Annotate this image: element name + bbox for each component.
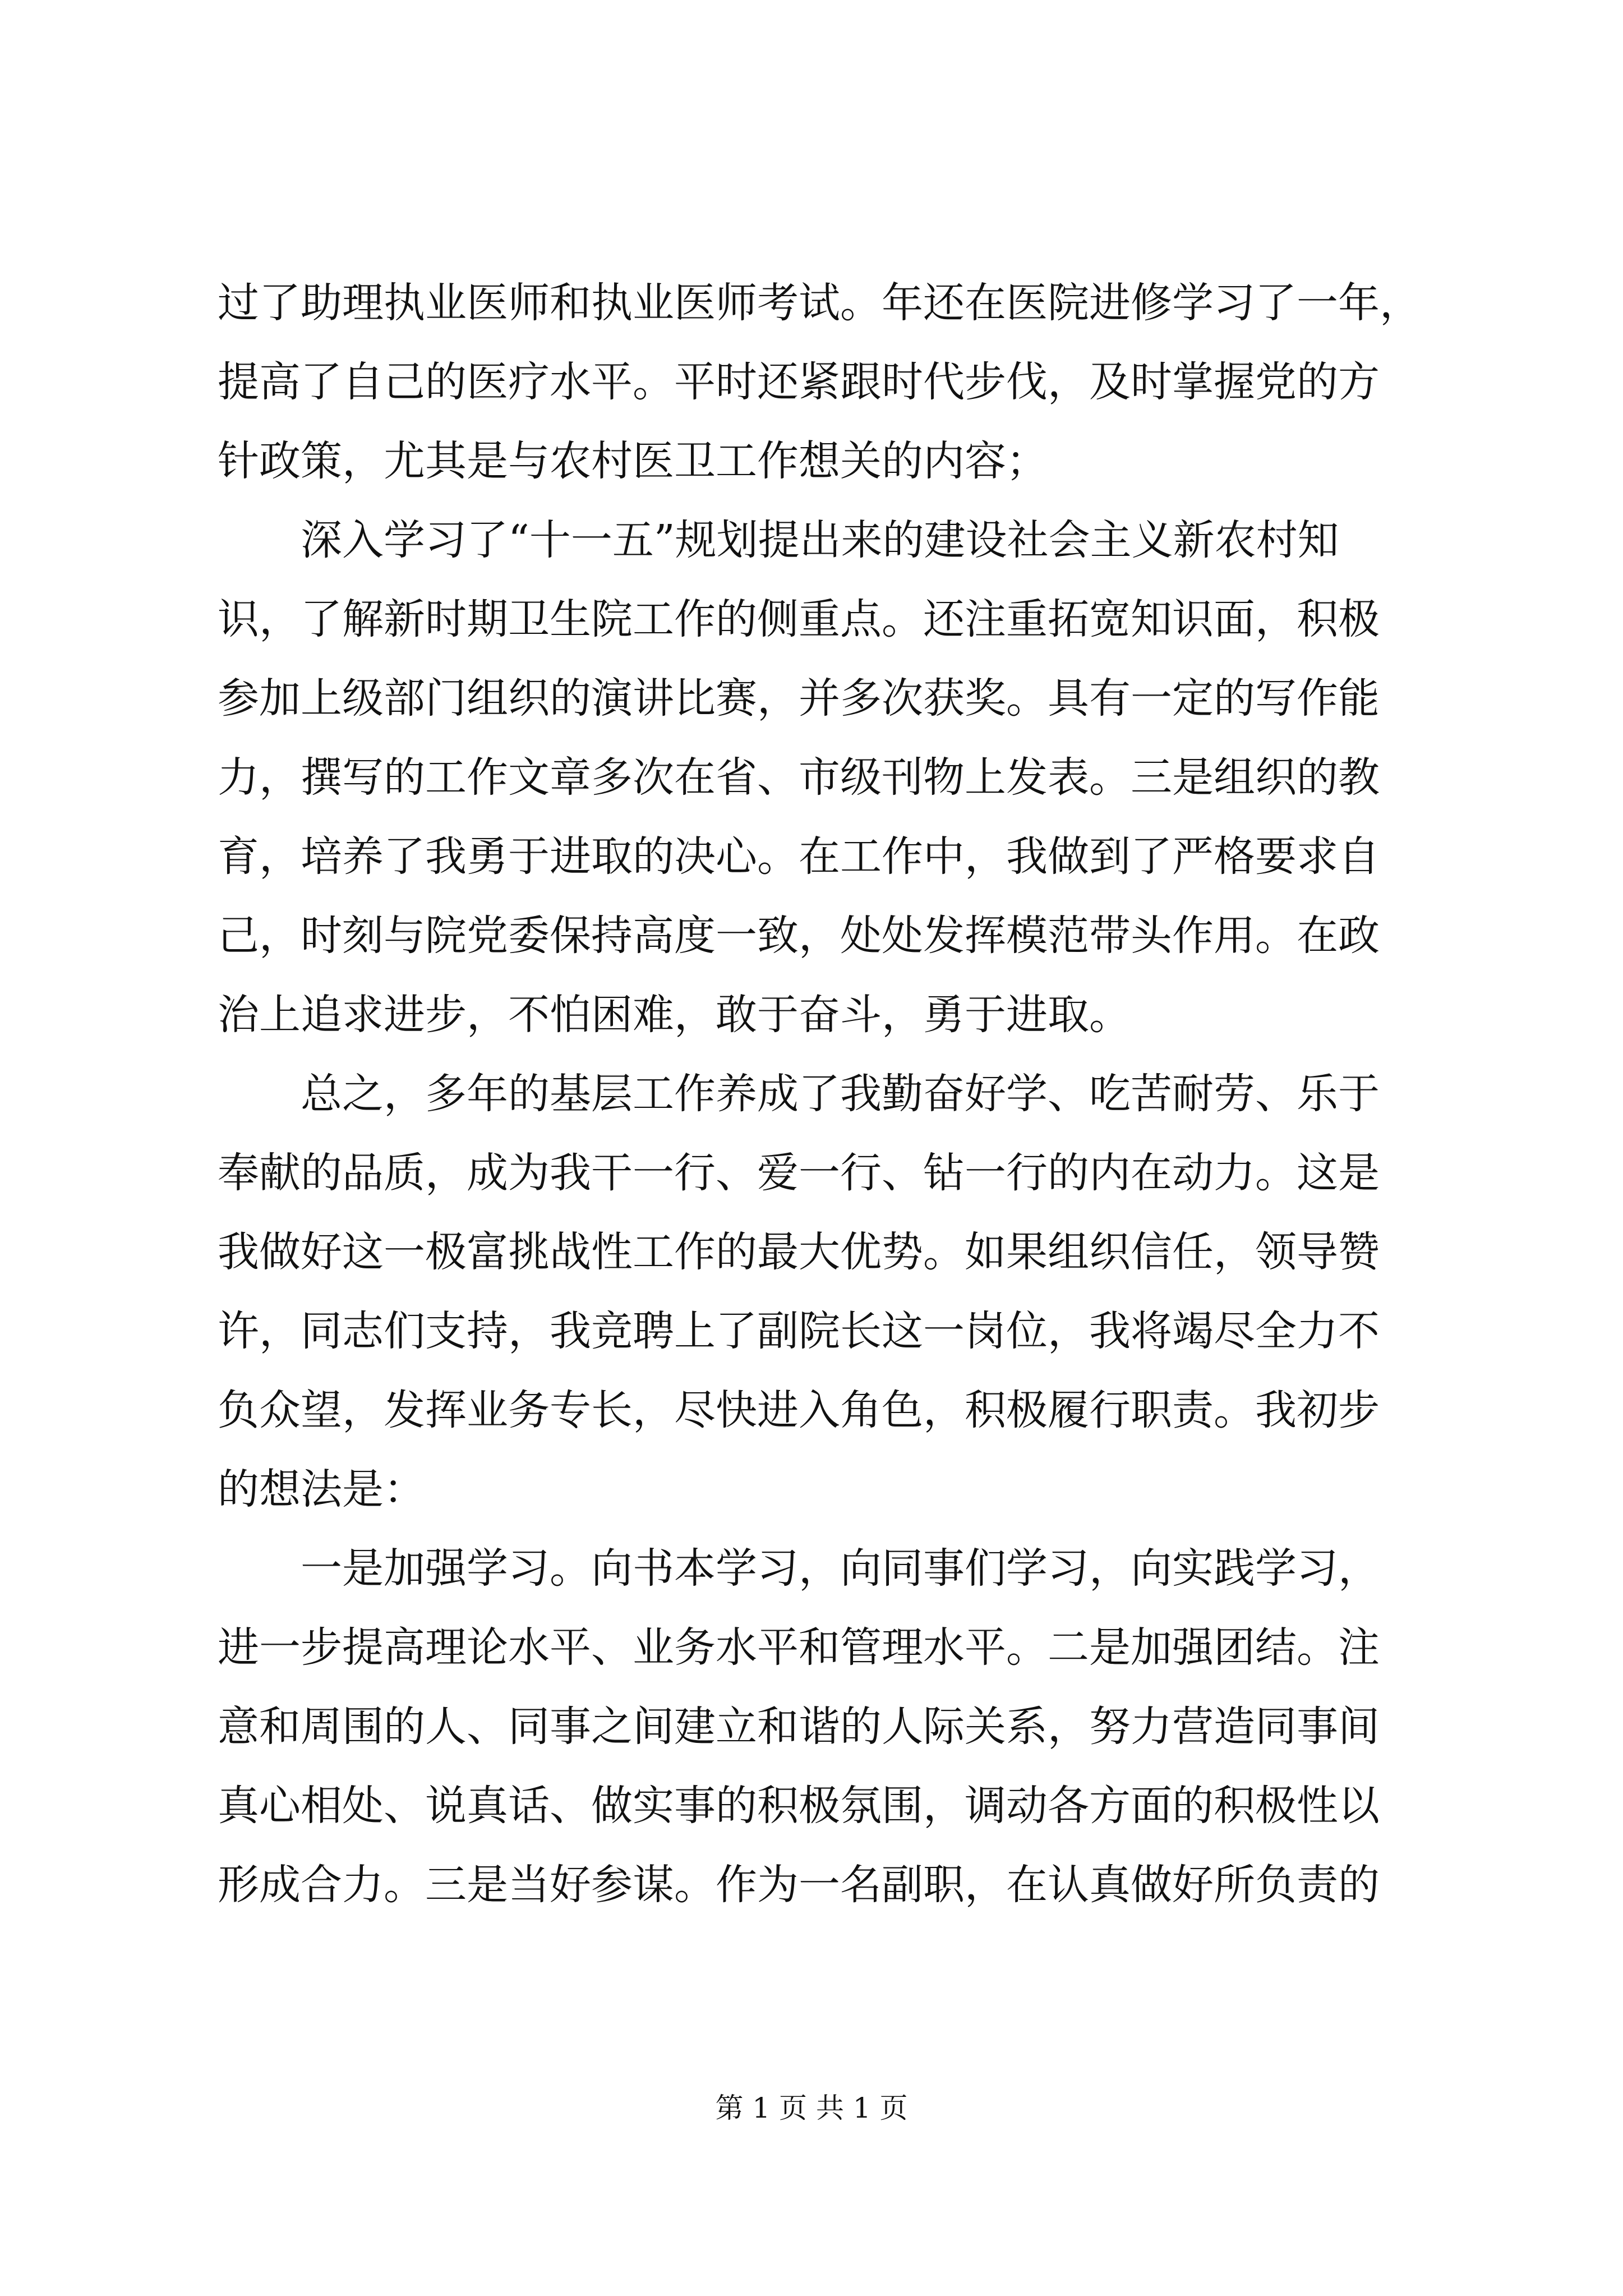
text-line: 形成合力。三是当好参谋。作为一名副职，在认真做好所负责的 <box>218 1861 1380 1909</box>
text-line: 识，了解新时期卫生院工作的侧重点。还注重拓宽知识面，积极 <box>218 595 1380 643</box>
text-line: 针政策，尤其是与农村医卫工作想关的内容； <box>218 437 1048 485</box>
text-line: 育，培养了我勇于进取的决心。在工作中，我做到了严格要求自 <box>218 832 1380 881</box>
text-line: 深入学习了“十一五”规划提出来的建设社会主义新农村知 <box>218 516 1339 564</box>
text-line: 力，撰写的工作文章多次在省、市级刊物上发表。三是组织的教 <box>218 753 1380 802</box>
text-line: 负众望，发挥业务专长，尽快进入角色，积极履行职责。我初步 <box>218 1386 1380 1434</box>
text-line: 参加上级部门组织的演讲比赛，并多次获奖。具有一定的写作能 <box>218 674 1380 723</box>
document-body <box>218 264 1446 1925</box>
text-line: 总之，多年的基层工作养成了我勤奋好学、吃苦耐劳、乐于 <box>218 1070 1380 1118</box>
text-line: 真心相处、说真话、做实事的积极氛围，调动各方面的积极性以 <box>218 1782 1380 1830</box>
text-line: 的想法是： <box>218 1465 425 1513</box>
text-line: 许，同志们支持，我竞聘上了副院长这一岗位，我将竭尽全力不 <box>218 1307 1380 1355</box>
text-line: 己，时刻与院党委保持高度一致，处处发挥模范带头作用。在政 <box>218 912 1380 960</box>
text-line: 提高了自己的医疗水平。平时还紧跟时代步伐，及时掌握党的方 <box>218 358 1380 406</box>
text-line: 奉献的品质，成为我干一行、爱一行、钻一行的内在动力。这是 <box>218 1149 1380 1197</box>
text-line: 我做好这一极富挑战性工作的最大优势。如果组织信任，领导赞 <box>218 1228 1380 1276</box>
page-footer: 第 1 页 共 1 页 <box>715 2092 908 2124</box>
text-line: 一是加强学习。向书本学习，向同事们学习，向实践学习， <box>218 1544 1380 1593</box>
text-line: 进一步提高理论水平、业务水平和管理水平。二是加强团结。注 <box>218 1623 1380 1672</box>
text-line: 过了助理执业医师和执业医师考试。年还在医院进修学习了一年， <box>218 279 1421 327</box>
text-line: 治上追求进步，不怕困难，敢于奋斗，勇于进取。 <box>218 991 1131 1039</box>
text-line: 意和周围的人、同事之间建立和谐的人际关系，努力营造同事间 <box>218 1703 1380 1751</box>
